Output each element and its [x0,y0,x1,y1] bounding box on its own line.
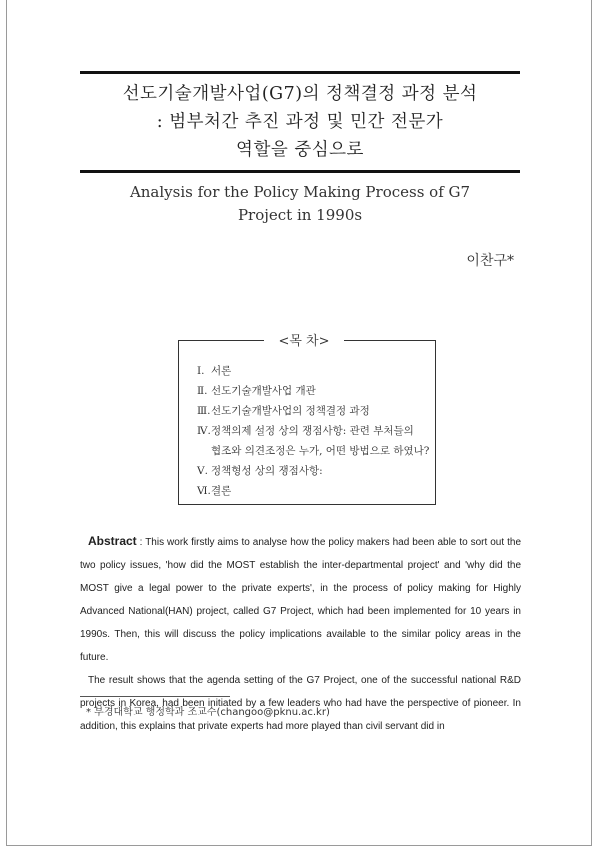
toc-item: Ⅰ. 서론 [197,365,232,377]
title-bottom-rule [80,170,520,173]
toc-item: Ⅲ.선도기술개발사업의 정책결정 과정 [197,405,370,417]
title-english-line-1: Analysis for the Policy Making Process of G7 [129,183,471,201]
abstract-paragraph-2: The result shows that the agenda setting of the G7 Project, one of the successful national R&D projects in Korea, had been initiated by a few leaders who had have the perspective of pioneer. In addition, this explains that private experts had more played than civil servant did in [80,675,521,732]
title-korean-line-2: : 범부처간 추진 과정 및 민간 전문가 [156,112,444,132]
abstract-paragraph-1: Abstract : This work firstly aims to analyse how the policy makers had been able to sort out the two policy issues, 'how did the MOST establish the inter-departmental project' and 'why did the MOST give a legal power to the private experts', in the process of policy making for Highly Advanced National(HAN) project, called G7 Project, which had been implemented for 10 years in 1990s. Then, this will discuss the policy implications available to the similar policy areas in the future. [80,534,521,663]
abstract-label: Abstract [88,534,137,548]
toc-item: Ⅳ.정책의제 설정 상의 쟁점사항: 관련 부처들의 [197,425,414,437]
toc-title: <목 차> [264,330,344,349]
footnote-divider [80,696,230,697]
title-top-rule [80,71,520,74]
toc-item: Ⅵ.결론 [197,485,232,497]
author-footnote: * 부경대학교 행정학과 조교수(changoo@pknu.ac.kr) [86,707,330,718]
toc-item: 협조와 의견조정은 누가, 어떤 방법으로 하였나? [211,445,430,457]
toc-item: Ⅴ. 정책형성 상의 쟁점사항: [197,465,323,477]
title-korean-line-1: 선도기술개발사업(G7)의 정책결정 과정 분석 [122,84,478,104]
toc-list [197,361,429,501]
author-name: 이찬구* [466,253,514,269]
toc-item: Ⅱ. 선도기술개발사업 개관 [197,385,316,397]
title-english-line-2: Project in 1990s [237,206,363,224]
title-korean-line-3: 역할을 중심으로 [236,140,364,160]
